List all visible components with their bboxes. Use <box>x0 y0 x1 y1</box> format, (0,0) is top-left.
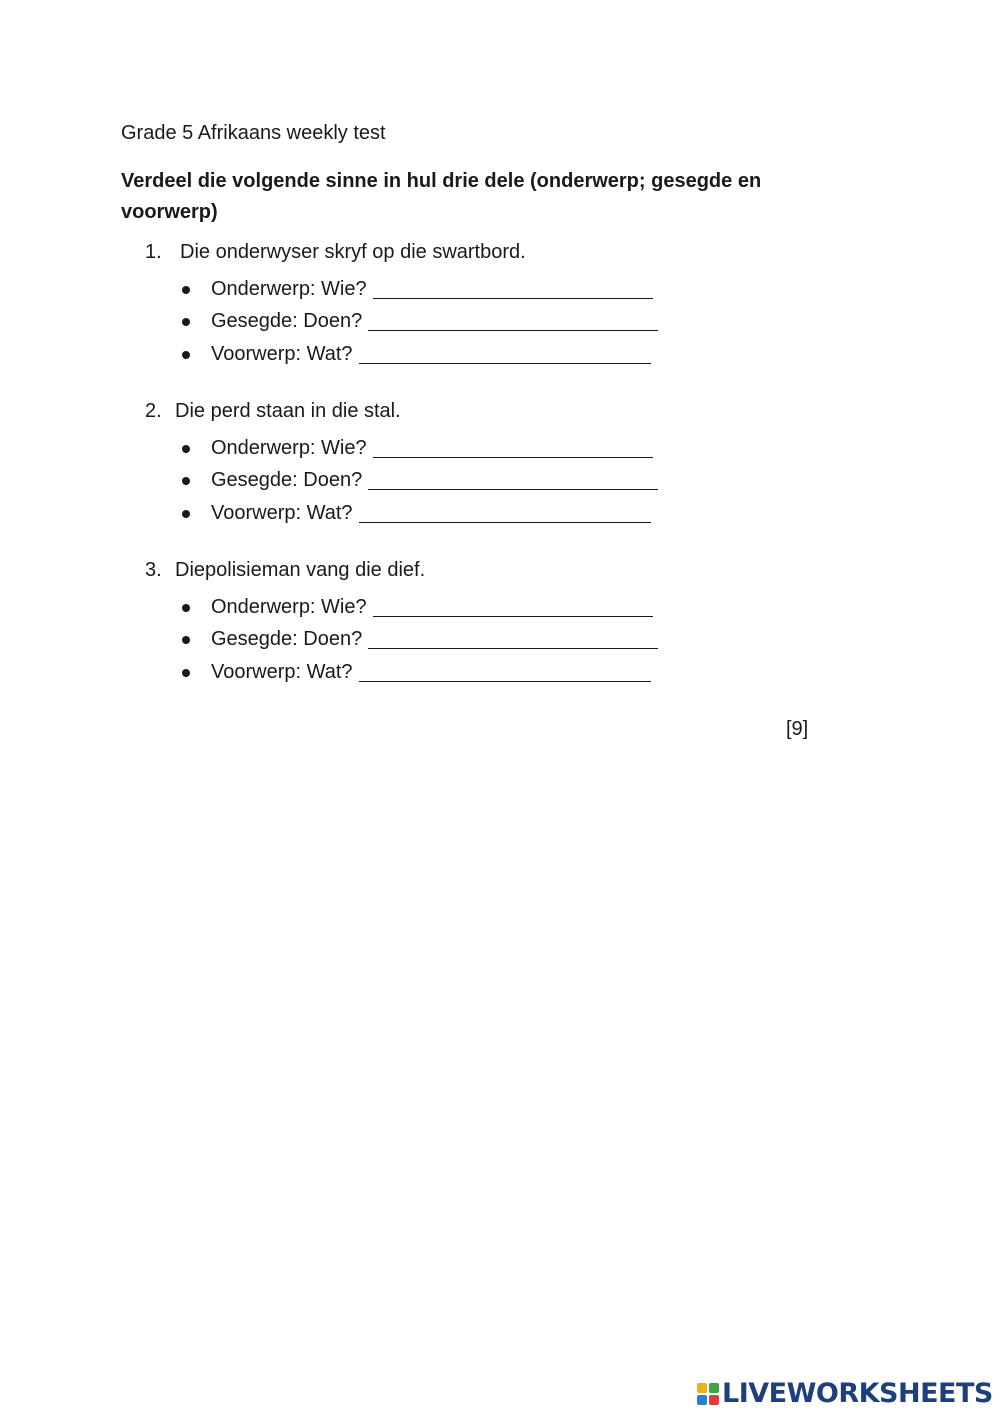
part-label: Voorwerp: Wat? <box>211 342 353 365</box>
bullet-icon <box>182 477 190 485</box>
bullet-icon <box>182 318 190 326</box>
question-number: 1. <box>145 241 162 263</box>
part-label: Gesegde: Doen? <box>211 628 363 651</box>
list-item-voorwerp <box>182 656 658 689</box>
logo-square <box>709 1395 719 1405</box>
list-item-gesegde <box>182 306 658 339</box>
list-item-onderwerp <box>182 591 658 624</box>
part-label: Voorwerp: Wat? <box>211 660 353 683</box>
liveworksheets-logo <box>697 1378 993 1409</box>
answer-field-gesegde[interactable] <box>368 471 658 490</box>
list-item-gesegde <box>182 624 658 657</box>
question-sentence <box>145 400 401 423</box>
question-number: 2. <box>145 400 162 422</box>
list-item-onderwerp <box>182 273 658 306</box>
list-item-gesegde <box>182 465 658 498</box>
logo-square <box>697 1383 707 1393</box>
answer-field-onderwerp[interactable] <box>373 439 653 458</box>
answer-field-onderwerp[interactable] <box>373 598 653 617</box>
part-label: Gesegde: Doen? <box>211 469 363 492</box>
list-item-voorwerp <box>182 497 658 530</box>
total-marks: [9] <box>786 718 809 740</box>
part-label: Onderwerp: Wie? <box>211 595 367 618</box>
logo-square <box>709 1383 719 1393</box>
instruction: Verdeel die volgende sinne in hul drie dele (onderwerp; gesegde en voorwerp) <box>121 170 762 223</box>
logo-text: LIVEWORKSHEETS <box>722 1378 993 1409</box>
answer-field-voorwerp[interactable] <box>359 504 651 523</box>
logo-square <box>697 1395 707 1405</box>
answer-list <box>182 273 658 371</box>
list-item-voorwerp <box>182 338 658 371</box>
bullet-icon <box>182 604 190 612</box>
answer-field-onderwerp[interactable] <box>373 280 653 299</box>
question-text: Die onderwyser skryf op die swartbord. <box>180 241 526 263</box>
bullet-icon <box>182 286 190 294</box>
page-title: Grade 5 Afrikaans weekly test <box>121 122 386 144</box>
question-text: Diepolisieman vang die dief. <box>175 559 426 581</box>
bullet-icon <box>182 510 190 518</box>
part-label: Voorwerp: Wat? <box>211 501 353 524</box>
answer-field-gesegde[interactable] <box>368 312 658 331</box>
answer-field-voorwerp[interactable] <box>359 345 651 364</box>
question-sentence <box>145 241 526 264</box>
question-text: Die perd staan in die stal. <box>175 400 401 422</box>
logo-icon <box>697 1383 719 1405</box>
answer-field-gesegde[interactable] <box>368 630 658 649</box>
answer-field-voorwerp[interactable] <box>359 663 651 682</box>
part-label: Onderwerp: Wie? <box>211 436 367 459</box>
bullet-icon <box>182 351 190 359</box>
part-label: Onderwerp: Wie? <box>211 277 367 300</box>
question-number: 3. <box>145 559 162 581</box>
list-item-onderwerp <box>182 432 658 465</box>
bullet-icon <box>182 669 190 677</box>
question-sentence <box>145 559 425 582</box>
answer-list <box>182 432 658 530</box>
answer-list <box>182 591 658 689</box>
bullet-icon <box>182 636 190 644</box>
part-label: Gesegde: Doen? <box>211 310 363 333</box>
bullet-icon <box>182 445 190 453</box>
